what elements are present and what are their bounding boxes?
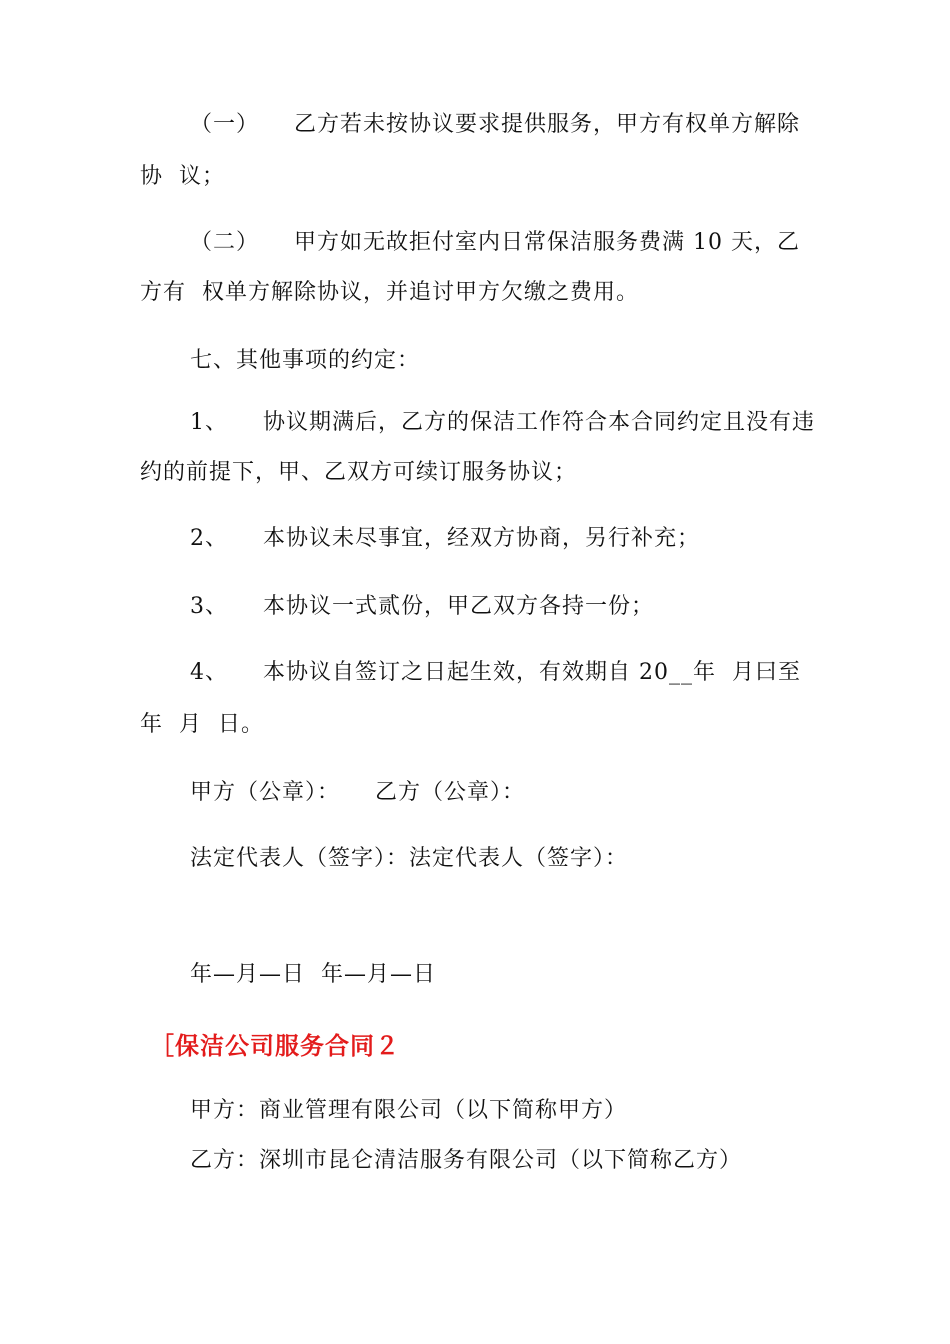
- clause-1-line-1: （一） 乙方若未按协议要求提供服务，甲方有权单方解除: [190, 112, 801, 137]
- section-7-title: 七、其他事项的约定：: [190, 348, 421, 373]
- item-1-line-1: 1、 协议期满后，乙方的保洁工作符合本合同约定且没有违: [190, 410, 815, 435]
- party-b-line: 乙方：深圳市昆仑清洁服务有限公司（以下简称乙方）: [190, 1148, 743, 1173]
- seal-line: 甲方（公章）： 乙方（公章）：: [190, 780, 526, 805]
- item-1-line-2: 约的前提下，甲、乙双方可续订服务协议；: [140, 460, 578, 485]
- contract-2-heading: ［保洁公司服务合同２: [150, 1032, 400, 1060]
- item-4-line-2: 年 月 日。: [140, 712, 264, 737]
- clause-2-line-2: 方有 权单方解除协议，并追讨甲方欠缴之费用。: [140, 280, 639, 305]
- party-a-line: 甲方：商业管理有限公司（以下简称甲方）: [190, 1098, 628, 1123]
- date-line: 年—月—日 年—月—日: [190, 962, 436, 987]
- item-4-line-1: 4、 本协议自签订之日起生效，有效期自 20__年 月曰至: [190, 660, 801, 685]
- item-2: 2、 本协议未尽事宜，经双方协商，另行补充；: [190, 526, 700, 551]
- clause-1-line-2: 协 议；: [140, 164, 225, 189]
- clause-2-line-1: （二） 甲方如无故拒付室内日常保洁服务费满 10 天，乙: [190, 230, 800, 255]
- item-3: 3、 本协议一式贰份，甲乙双方各持一份；: [190, 594, 654, 619]
- signature-line: 法定代表人（签字）：法定代表人（签字）：: [190, 846, 629, 871]
